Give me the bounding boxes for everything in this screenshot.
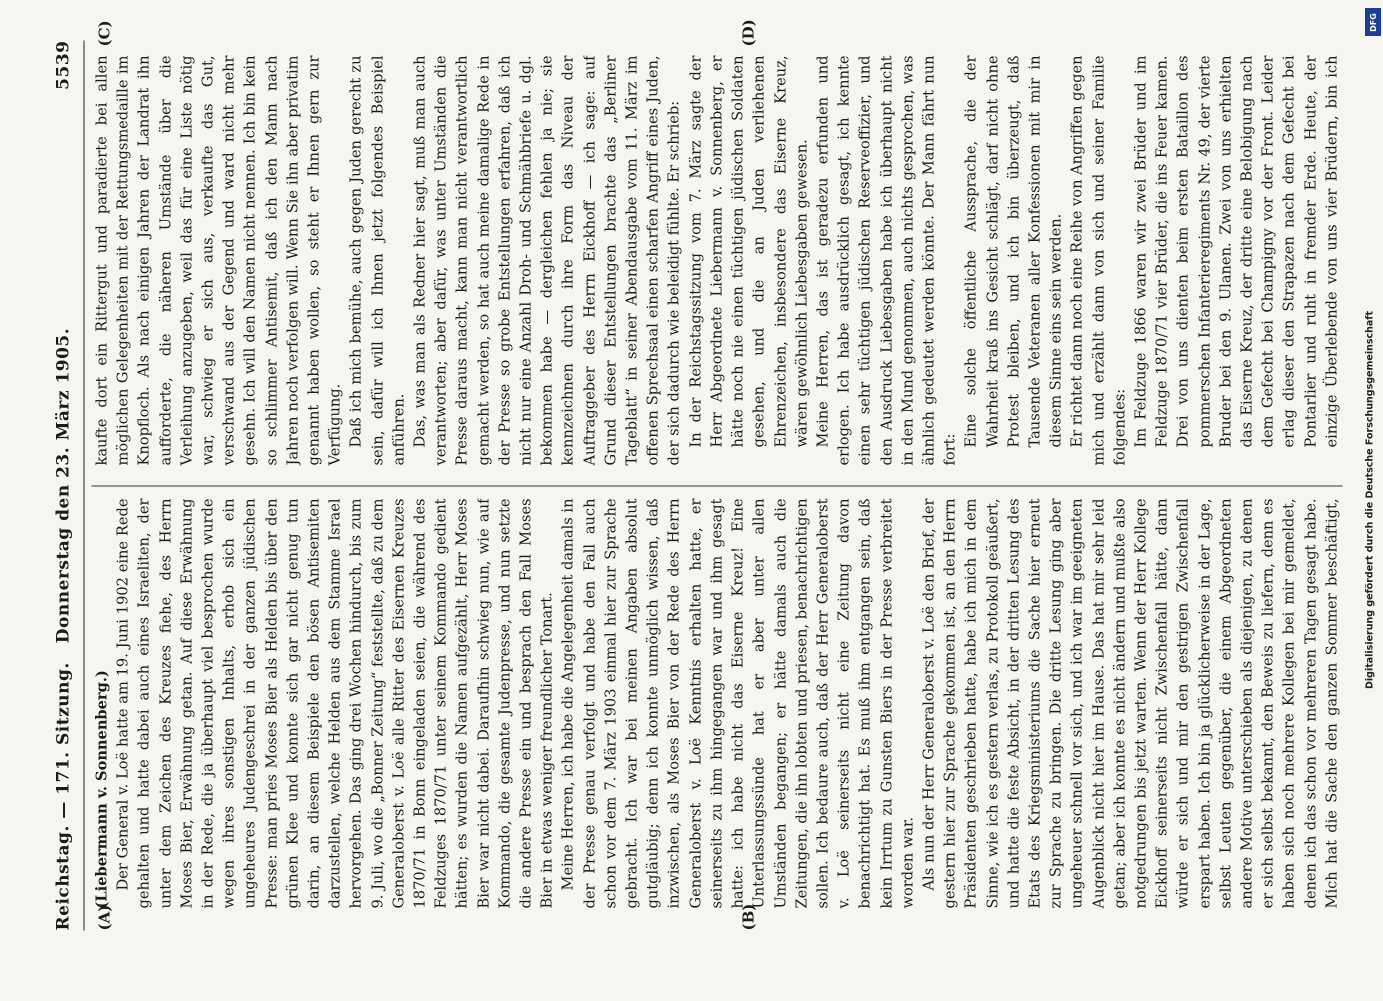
margin-marker-b: (B) [739, 903, 758, 931]
column-divider [92, 486, 1343, 487]
right-column [92, 56, 1343, 466]
margin-marker-d: (D) [739, 19, 758, 47]
paragraph: Das, was man als Redner hier sagt, muß man auch verantworten; aber dafür, was unter Umständen die Presse daraus macht, kann man nicht verantwortlich gemacht werden, so hat auch meine damalige Rede in der Presse so grobe Entstellungen erfahren, daß ich nicht nur eine Anzahl Droh- und Schmähbriefe u. dgl. bekommen habe — dergleichen fehlen ja nie; sie kennzeichnen durch ihre Form das Niveau der Auftraggeber des Herrn Eickhoff — ich sage: auf Grund dieser Entstellungen brachte das „Berliner Tageblatt“ in seiner Abendausgabe vom 11. März im offenen Sprechsaal einen scharfen Angriff eines Juden, der sich dadurch wie beleidigt fühlte. Er schrieb: [411, 55, 683, 466]
margin-marker-a: (A) [95, 904, 114, 931]
page-number: 5539 [53, 40, 74, 90]
paragraph: kaufte dort ein Rittergut und paradierte bei allen möglichen Gelegenheiten mit der Rettungsmedaille im Knopfloch. Als nach einigen Jahren der Landrat ihn aufforderte, die näheren Umstände über die Verleihung anzugeben, weil das für eine Liste nötig war, schwieg er sich aus, verkaufte das Gut, verschwand aus der Gegend und ward nicht mehr gesehn. Ich will den Namen nicht nennen. Ich bin kein so schlimmer Antisemit, daß ich den Mann nach Jahren noch verfolgen will. Wenn Sie ihn aber privatim genannt haben wollen, so steht er Ihnen gern zur Verfügung. [93, 55, 344, 466]
document-page [0, 1, 1383, 1001]
margin-marker-c: (C) [95, 20, 114, 47]
paragraph: Meine Herren, ich habe die Angelegenheit damals in der Presse genau verfolgt und habe den Fall auch schon vor dem 7. März 1903 einmal hier zur Sprache gebracht. Ich war bei meinen Angaben absolut gutgläubig; denn ich konnte unmöglich wissen, daß inzwischen, als Moses Bier von der Rede des Herrn Generaloberst v. Loë Kenntnis erhalten hatte, er seinerseits zu ihm hingegangen war und ihm gesagt hatte: ich habe nicht das Eiserne Kreuz! Eine Unterlassungssünde hat er aber unter allen Umständen begangen; er hätte damals auch die Zeitungen, die ihn lobten und priesen, benachrichtigen sollen. Ich bedaure auch, daß der Herr Generaloberst v. Loë seinerseits nicht eine Zeitung davon benachrichtigt hat. Es muß ihm entgangen sein, daß kein Irrtum zu Gunsten Biers in der Presse verbreitet worden war. [559, 498, 917, 909]
header-session: Reichstag. — 171. Sitzung. [53, 662, 74, 931]
header-rule [84, 41, 85, 931]
quoted-paragraph: Eine solche öffentliche Aussprache, die der Wahrheit kraß ins Gesicht schlägt, darf nicht ohne Protest bleiben, und ich bin überzeugt, daß Tausende Veteranen aller Konfessionen mit mir in diesem Sinne eins sein werden. [962, 55, 1065, 448]
paragraph: Daß ich mich bemühe, auch gegen Juden gerecht zu sein, dafür will ich Ihnen jetzt folgendes Beispiel anführen. [347, 55, 408, 466]
speaker-name: (Liebermann v. Sonnenberg.) [93, 670, 111, 909]
paragraph: Als nun der Herr Generaloberst v. Loë den Brief, der gestern hier zur Sprache gekommen ist, an den Herrn Präsidenten geschrieben hatte, habe ich mich in dem Sinne, wie ich es gestern verlas, zu Protokoll geäußert, und hatte die feste Absicht, in der dritten Lesung des Etats des Kriegsministeriums die Sache hier erneut zur Sprache zu bringen. Die dritte Lesung ging aber ungeheuer schnell vor sich, und ich war im geeigneten Augenblick nicht hier im Hause. Das hat mir sehr leid getan; aber ich konnte es nicht ändern und mußte also notgedrungen bis jetzt warten. Wenn der Herr Kollege Eickhoff seinerseits nicht Zwischenfall hätte, dann würde er sich und mir den gestrigen Zwischenfall erspart haben. Ich bin ja glücklicherweise in der Lage, selbst Leuten gegenüber, die einem Abgeordneten andere Motive unterschieben als diejenigen, zu denen er sich selbst bekannt, den Beweis zu liefern, denn es haben sich noch mehrere Kollegen bei mir gemeldet, denen ich das schon vor mehreren Tagen gesagt habe. Mich hat die Sache den ganzen Sommer beschäftigt, [920, 498, 1341, 909]
left-column [92, 499, 1343, 909]
page-header [48, 41, 80, 931]
paragraph: Der General v. Loë hatte am 19. Juni 1902 eine Rede gehalten und hatte dabei auch eines Israeliten, der unter dem Zeichen des Kreuzes fiehe, des Herrn Moses Bier, Erwähnung getan. Auf diese Erwähnung in der Rede, die ja überhaupt viel besprochen wurde wegen ihres sonstigen Inhalts, erhob sich ein ungeheures Judengeschrei in der ganzen jüdischen Presse: man pries Moses Bier als Helden bis über den grünen Klee und konnte sich gar nicht genug tun darin, an diesem Beispiele den bösen Antisemiten darzustellen, welche Helden aus dem Stamme Israel hervorgehen. Das ging drei Wochen hindurch, bis zum 9. Juli, wo die „Bonner Zeitung“ feststellte, daß zu dem Generaloberst v. Loë alle Ritter des Eisernen Kreuzes 1870/71 in Bonn eingeladen seien, die während des Feldzuges 1870/71 unter seinem Kommando gedient hätten; es wurden die Namen aufgezählt, Herr Moses Bier war nicht dabei. Daraufhin schwieg nun, wie auf Kommando, die gesamte Judenpresse, und nun setzte die andere Presse ein und besprach den Fall Moses Bier in etwas weniger freundlicher Tonart. [114, 498, 556, 909]
quoted-paragraph: In der Reichstagssitzung vom 7. März sagte der Herr Abgeordnete Liebermann v. Sonnenberg, er hätte noch nie einen tüchtigen jüdischen Soldaten gesehen, und die an Juden verliehenen Ehrenzeichen, insbesondere das Eiserne Kreuz, wären gewöhnlich Liebesgaben gewesen. [687, 55, 811, 448]
digitization-note [1361, 0, 1379, 1000]
paragraph: Meine Herren, das ist geradezu erfunden und erlogen. Ich habe ausdrücklich gesagt, ich kennte einen sehr tüchtigen jüdischen Reserveoffizier, und den Ausdruck Liebesgaben habe ich überhaupt nicht in den Mund genommen, auch nichts gesprochen, was ähnlich gedeutet werden könnte. Der Mann fährt nun fort: [814, 55, 959, 466]
dfg-logo-text: DFG [1368, 12, 1378, 32]
header-date: Donnerstag den 23. März 1905. [53, 327, 74, 644]
digitization-note-text: Digitalisierung gefördert durch die Deutsche Forschungsgemeinschaft [1364, 311, 1376, 689]
quoted-paragraph: Im Feldzuge 1866 waren wir zwei Brüder und im Feldzuge 1870/71 vier Brüder, die ins Feuer kamen. Drei von uns dienten beim ersten Bataillon des pommerschen Infanterieregiments Nr. 49, der vierte Bruder bei den 9. Ulanen. Zwei von uns erhielten das Eiserne Kreuz, der dritte eine Belobigung nach dem Gefecht bei Champigny vor der Front. Leider erlag dieser den Strapazen nach dem Gefecht bei Pontarlier und ruht in fremder Erde. Heute, der einzige Überlebende von uns vier Brüdern, bin ich [1132, 55, 1341, 448]
paragraph: Er richtet dann noch eine Reihe von Angriffen gegen mich und erzählt dann von sich und seiner Familie folgendes: [1068, 55, 1129, 466]
